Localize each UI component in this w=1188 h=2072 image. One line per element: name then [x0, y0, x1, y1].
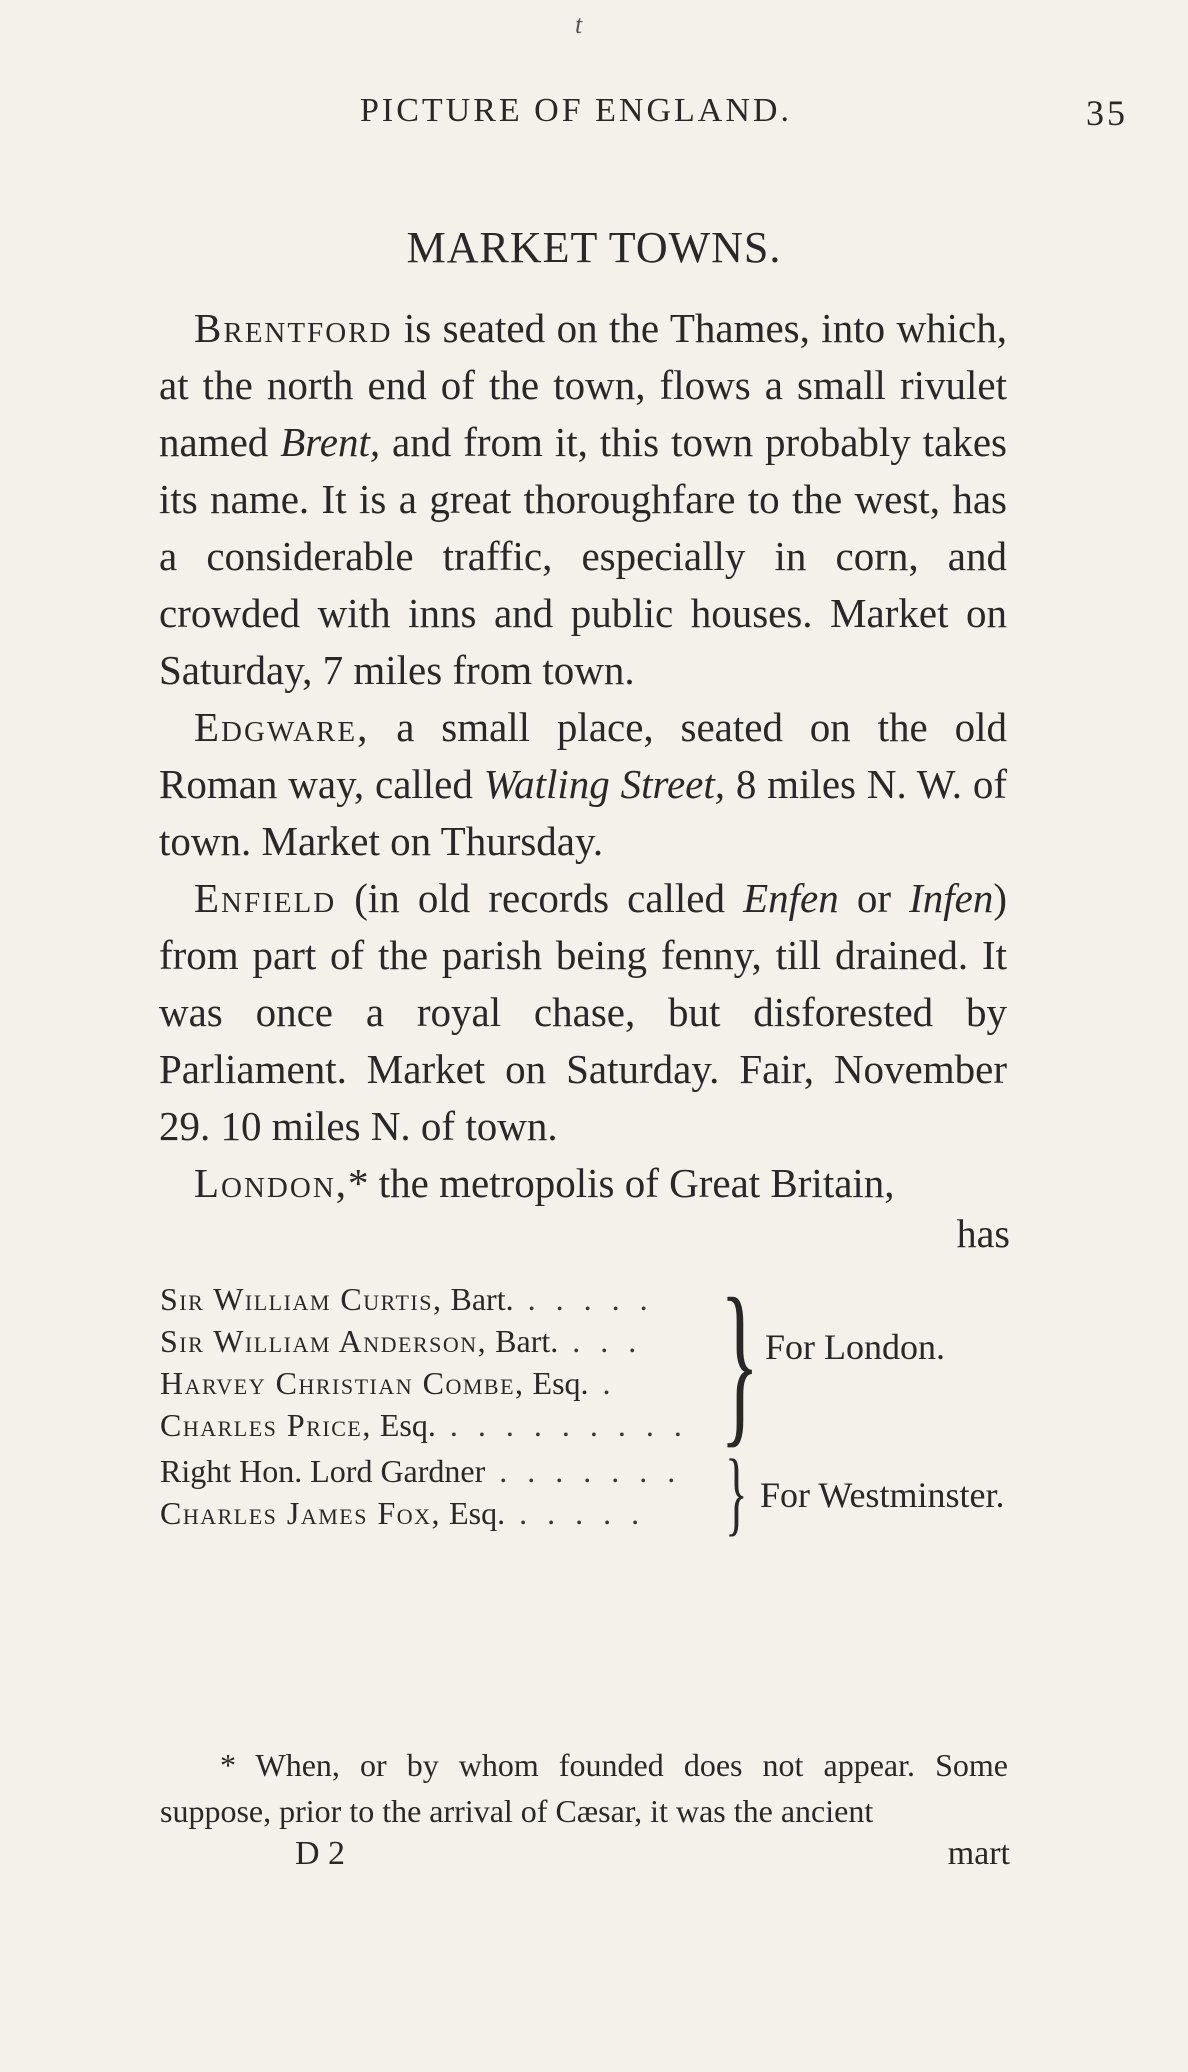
paragraph-text: and from it, this town probably takes its name. It is a great thoroughfare to the west, has a considerable traffic, especially in corn, and crowded with inns and public houses. Market on Saturday, 7 miles from town. — [159, 419, 1007, 693]
member-row: Charles James Fox, Esq. . . . . . — [160, 1495, 646, 1531]
member-row: Right Hon. Lord Gardner . . . . . . . — [160, 1453, 682, 1489]
catchword-has: has — [956, 1211, 1010, 1256]
body-text — [159, 300, 1007, 1212]
paragraph-london — [159, 1155, 1007, 1212]
paragraph-text: is seated on the Thames, into which, at the north end of the town, flows a small rivulet named — [159, 305, 1007, 465]
brace-london: } — [720, 1262, 760, 1463]
page-number: 35 — [1086, 93, 1128, 133]
paragraph-text: * the metropolis of Great Britain, — [348, 1160, 895, 1206]
signature-mark: D 2 — [295, 1835, 346, 1872]
running-title: PICTURE OF ENGLAND. — [360, 92, 792, 129]
brace-westminster: } — [725, 1441, 748, 1545]
italic-term: Infen — [909, 875, 994, 921]
town-name: Brentford — [194, 305, 393, 351]
member-row: Harvey Christian Combe, Esq. . — [160, 1365, 617, 1401]
italic-term: Brent, — [280, 419, 381, 465]
town-name: Edgware, — [194, 704, 370, 750]
member-suffix: Esq. — [441, 1495, 506, 1531]
footnote — [160, 1742, 1008, 1834]
paragraph-text: or — [838, 875, 910, 921]
footnote-text — [160, 1742, 1008, 1834]
paragraph-brentford — [159, 300, 1007, 699]
member-name: Charles James Fox, — [160, 1495, 442, 1531]
stray-mark: t — [575, 10, 583, 39]
town-name: Enfield — [194, 875, 337, 921]
paragraph-edgware — [159, 699, 1007, 870]
member-suffix: Esq. — [371, 1407, 436, 1443]
label-for-westminster: For Westminster. — [760, 1475, 1005, 1515]
member-suffix: Bart. — [487, 1323, 559, 1359]
footnote-marker: * — [220, 1747, 236, 1783]
catchword-mart: mart — [947, 1835, 1010, 1872]
member-name: Charles Price, — [160, 1407, 372, 1443]
member-suffix: Bart. — [442, 1281, 514, 1317]
member-name: Sir William Anderson, — [160, 1323, 488, 1359]
italic-term: Enfen — [743, 875, 839, 921]
paragraph-text: ) from part of the parish being fenny, till drained. It was once a royal chase, but disforested by Parliament. Market on Saturday. Fair, November 29. 10 miles N. of town. — [159, 875, 1008, 1149]
member-row: Sir William Curtis, Bart. . . . . . — [160, 1281, 654, 1317]
member-name: Harvey Christian Combe, — [160, 1365, 525, 1401]
member-suffix: Esq. — [524, 1365, 589, 1401]
member-row: Sir William Anderson, Bart. . . . — [160, 1323, 643, 1359]
section-heading: MARKET TOWNS. — [406, 223, 782, 272]
paragraph-text: (in old records called — [336, 875, 744, 921]
town-name: London, — [194, 1160, 349, 1206]
footnote-body: When, or by whom founded does not appear. Some suppose, prior to the arrival of Cæsar, it was the ancient — [160, 1747, 1008, 1829]
member-name: Right Hon. Lord Gardner — [160, 1453, 486, 1489]
label-for-london: For London. — [765, 1327, 945, 1367]
italic-term: Watling Street, — [483, 761, 725, 807]
paragraph-text: 8 miles N. W. of town. Market on Thursday. — [159, 761, 1007, 864]
member-row: Charles Price, Esq. . . . . . . . . . — [160, 1407, 688, 1443]
paragraph-text: a small place, seated on the old Roman way, called — [159, 704, 1007, 807]
member-name: Sir William Curtis, — [160, 1281, 443, 1317]
paragraph-enfield — [159, 870, 1007, 1155]
